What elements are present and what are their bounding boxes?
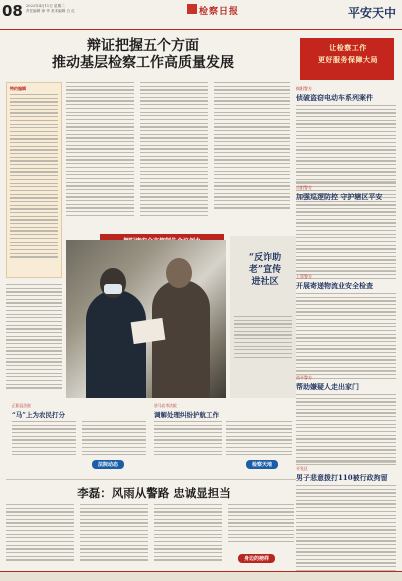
page-footer bbox=[0, 571, 402, 581]
mid-article-1-tag: 正阳县法院 bbox=[12, 403, 31, 408]
main-article-col-1 bbox=[66, 82, 134, 228]
right-article-tag: 揭阳警方 bbox=[296, 86, 312, 91]
right-article-text bbox=[296, 204, 396, 279]
poster-caption bbox=[234, 316, 292, 360]
right-article-5[interactable] bbox=[296, 466, 396, 581]
divider bbox=[6, 479, 296, 480]
page-header bbox=[0, 0, 402, 30]
news-photo[interactable] bbox=[66, 240, 226, 398]
main-headline-line-2: 推动基层检察工作高质量发展 bbox=[52, 55, 234, 71]
main-headline[interactable] bbox=[18, 38, 268, 72]
mid-article-2-title[interactable]: 调解处理纠纷护航工作 bbox=[154, 411, 219, 419]
divider bbox=[296, 270, 396, 271]
right-article-text bbox=[296, 485, 396, 581]
slogan-line-1: 让检察工作 bbox=[329, 43, 367, 52]
right-article-title: 开展寄递物流业安全检查 bbox=[296, 281, 373, 290]
main-article-col-2 bbox=[140, 82, 208, 228]
mid-article-1-title[interactable]: “马”上为农民打分 bbox=[12, 411, 65, 419]
right-article-tag: 上蔡警方 bbox=[296, 274, 312, 279]
right-article-text bbox=[296, 293, 396, 379]
right-article-title: 侦破盗窃电动车系列案件 bbox=[296, 93, 373, 102]
newspaper-logo-text: 检察日报 bbox=[199, 7, 240, 17]
section-title: 平安天中 bbox=[347, 6, 396, 20]
main-headline-line-1: 辩证把握五个方面 bbox=[87, 38, 199, 54]
right-article-tag: 开发区 bbox=[296, 466, 308, 471]
procuratorate-badge: 检察天地 bbox=[246, 460, 278, 469]
photo-face-mask bbox=[104, 284, 122, 294]
issue-date: 2022年4月11日 星期二 bbox=[26, 4, 65, 8]
mid-article-1-text-2 bbox=[82, 421, 146, 455]
right-article-text bbox=[296, 394, 396, 465]
left-article-text bbox=[6, 284, 62, 399]
poster-block[interactable] bbox=[230, 236, 296, 398]
right-article-title: 男子悲意拨打110被行政拘留 bbox=[296, 473, 388, 482]
mid-article-1-text bbox=[12, 421, 76, 455]
divider bbox=[296, 371, 396, 372]
divider bbox=[296, 181, 396, 182]
bottom-article-col-3 bbox=[154, 504, 222, 568]
right-article-2[interactable] bbox=[296, 185, 396, 281]
divider bbox=[296, 462, 396, 463]
bottom-article-col-2 bbox=[80, 504, 148, 568]
right-article-tag: 西平警方 bbox=[296, 375, 312, 380]
right-article-tag: 岳阳警方 bbox=[296, 185, 312, 190]
court-news-badge: 法院动态 bbox=[92, 460, 124, 469]
poster-title-line-2: 进社区 bbox=[251, 277, 279, 287]
slogan-text bbox=[306, 42, 390, 66]
main-article-col-3 bbox=[214, 82, 290, 228]
editorial-note-label: 特约编辑 bbox=[10, 86, 26, 91]
issue-editors: 责任编辑 徐 华 美术编辑 白 红 bbox=[26, 9, 75, 13]
right-article-3[interactable] bbox=[296, 274, 396, 382]
photo-leaflet bbox=[131, 318, 166, 344]
mid-article-2-text bbox=[154, 421, 222, 455]
poster-title-line-1: “反诈助老”宣传 bbox=[248, 253, 282, 275]
role-model-badge: 身边的榜样 bbox=[238, 554, 275, 563]
poster-title bbox=[240, 252, 290, 288]
photo-resident-head bbox=[166, 258, 192, 288]
right-article-title: 帮助嫌疑人走出家门 bbox=[296, 382, 359, 391]
bottom-headline[interactable]: 李磊：风雨从警路 忠诚显担当 bbox=[77, 486, 231, 500]
page-number: 08 bbox=[2, 2, 23, 20]
bottom-article-col-4 bbox=[228, 504, 294, 548]
right-article-title: 加强巡逻防控 守护辖区平安 bbox=[296, 192, 383, 201]
slogan-line-2: 更好服务保障大局 bbox=[318, 55, 378, 64]
editorial-note bbox=[6, 82, 62, 278]
mid-article-2-text-2 bbox=[226, 421, 292, 455]
newspaper-logo-icon bbox=[187, 4, 197, 14]
issue-info bbox=[26, 4, 76, 14]
bottom-article-col-1 bbox=[6, 504, 74, 568]
right-article-4[interactable] bbox=[296, 375, 396, 468]
slogan-banner bbox=[300, 38, 394, 80]
editorial-note-text bbox=[10, 94, 58, 258]
photo-officer bbox=[86, 290, 146, 398]
mid-article-2-tag: 驻马店市法院 bbox=[154, 403, 177, 408]
